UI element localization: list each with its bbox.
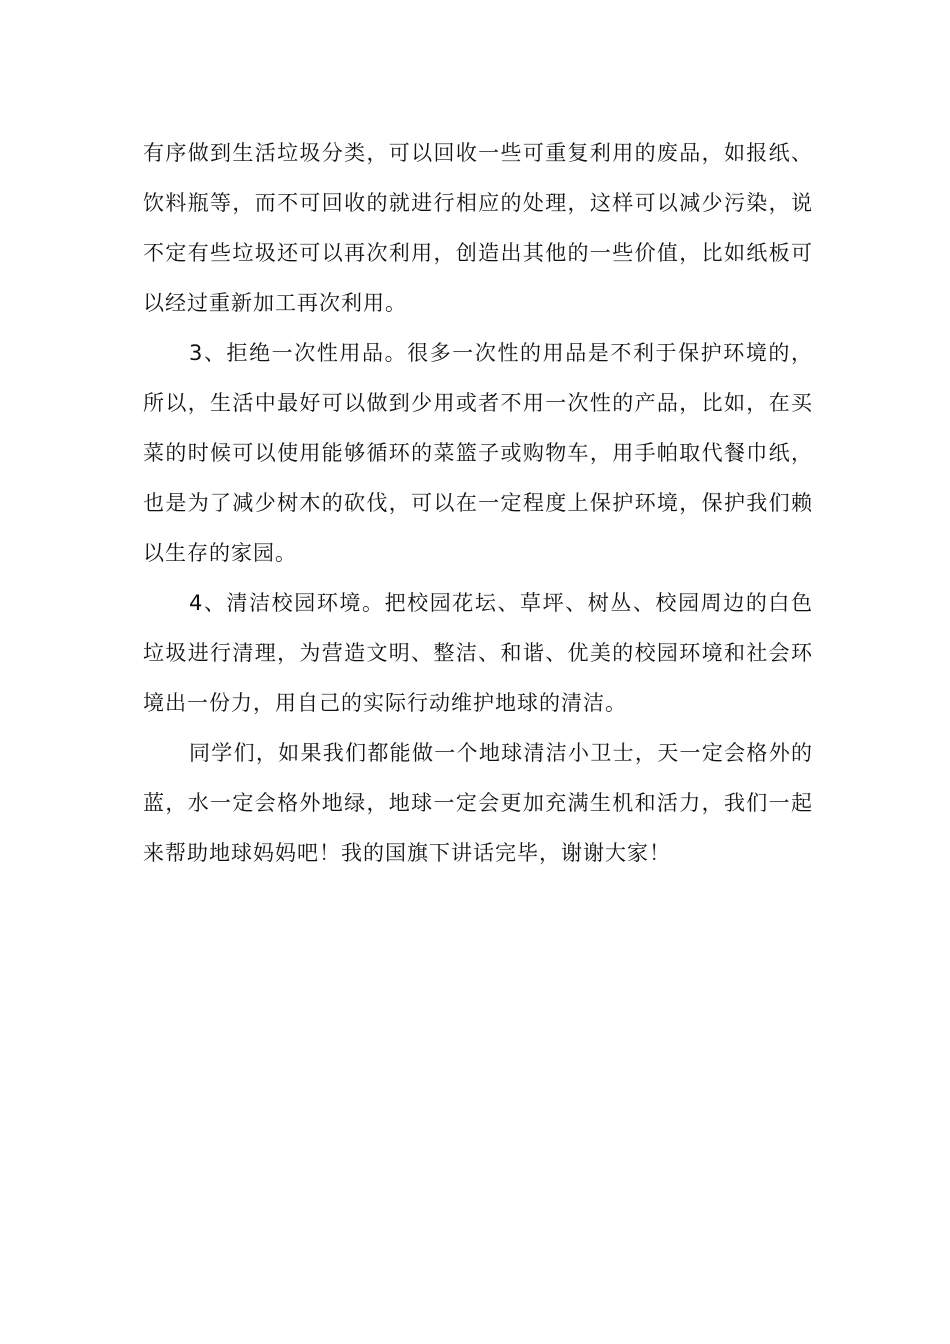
document-body bbox=[143, 128, 813, 878]
paragraph-closing: 同学们，如果我们都能做一个地球清洁小卫士，天一定会格外的蓝，水一定会格外地绿，地球一定会更加充满生机和活力，我们一起来帮助地球妈妈吧！我的国旗下讲话完毕，谢谢大家！ bbox=[143, 741, 813, 865]
paragraph-waste-sorting: 有序做到生活垃圾分类，可以回收一些可重复利用的废品，如报纸、饮料瓶等，而不可回收的就进行相应的处理，这样可以减少污染，说不定有些垃圾还可以再次利用，创造出其他的一些价值，比如纸板可以经过重新加工再次利用。 bbox=[143, 141, 813, 315]
paragraph-clean-campus: 4、清洁校园环境。把校园花坛、草坪、树丛、校园周边的白色垃圾进行清理，为营造文明、整洁、和谐、优美的校园环境和社会环境出一份力，用自己的实际行动维护地球的清洁。 bbox=[143, 591, 813, 715]
paragraph-reject-disposables: 3、拒绝一次性用品。很多一次性的用品是不利于保护环境的，所以，生活中最好可以做到少用或者不用一次性的产品，比如，在买菜的时候可以使用能够循环的菜篮子或购物车，用手帕取代餐巾纸，也是为了减少树木的砍伐，可以在一定程度上保护环境，保护我们赖以生存的家园。 bbox=[143, 341, 813, 565]
